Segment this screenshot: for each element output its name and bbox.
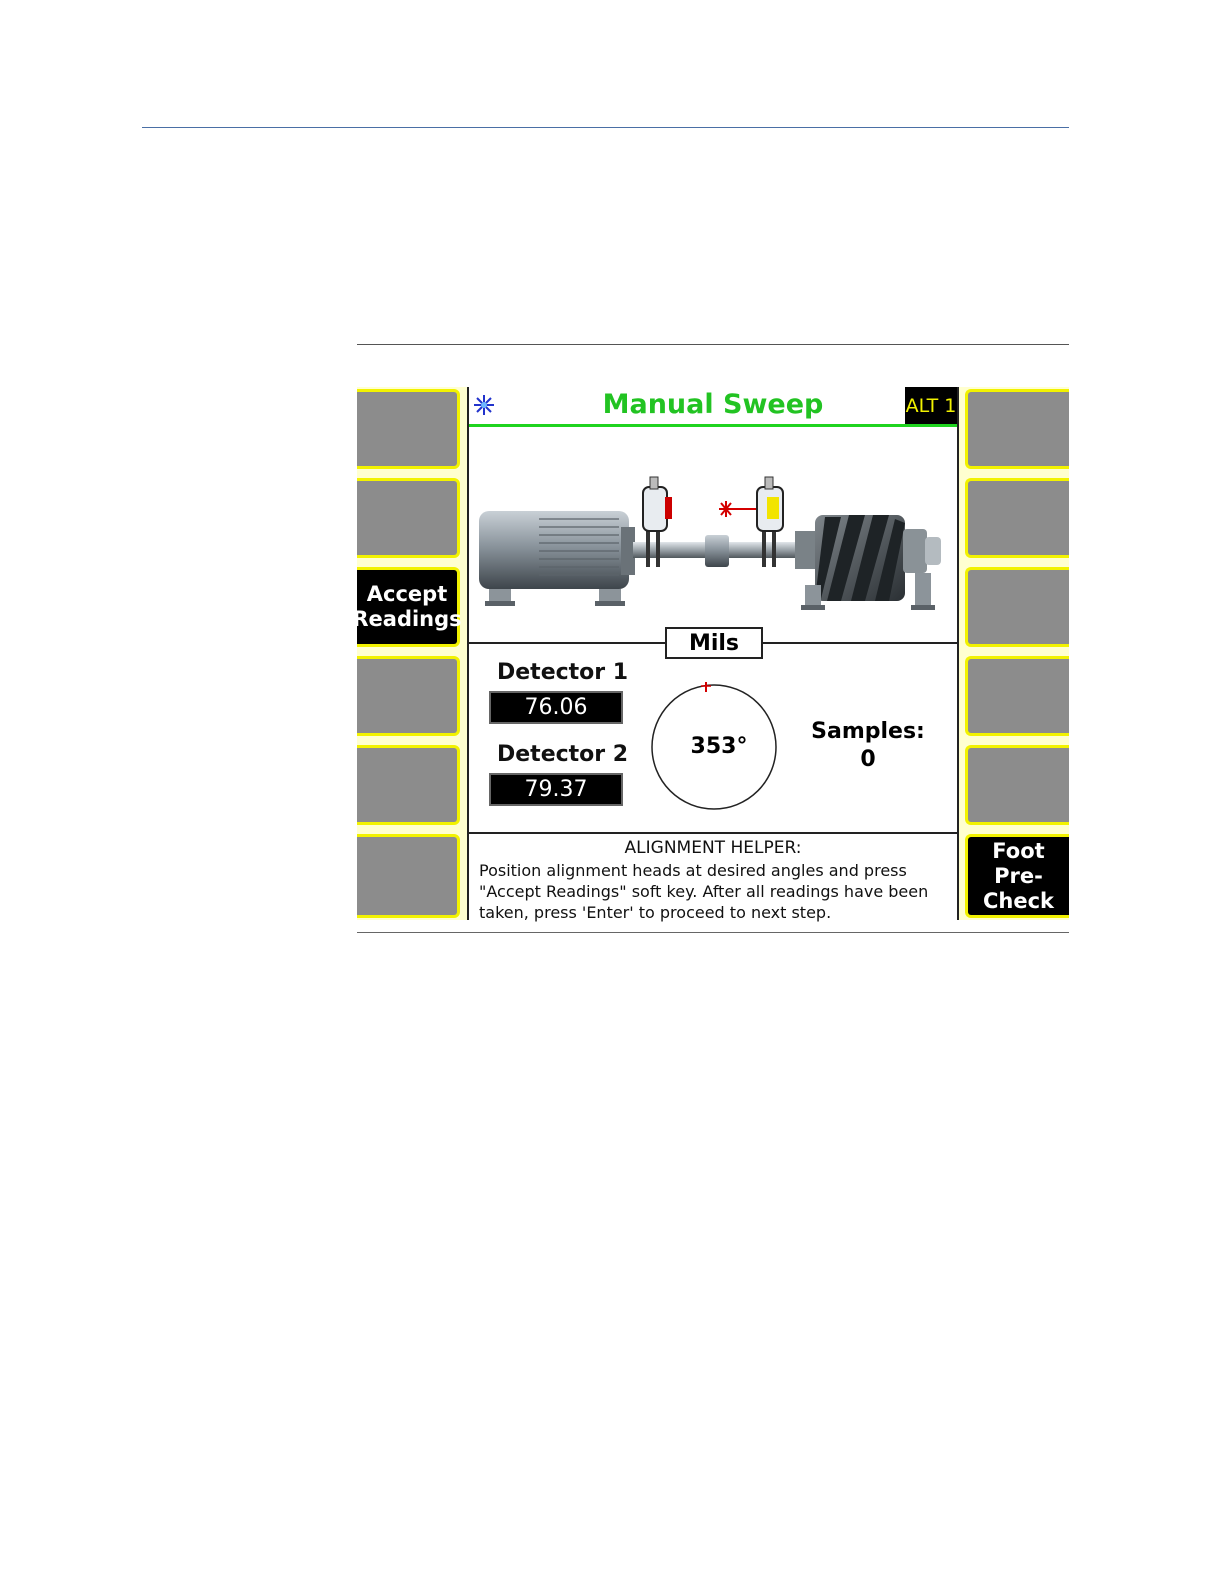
softkey-right-4[interactable] [965,656,1069,736]
samples-count: 0 [860,747,876,772]
pump-illustration [795,515,941,610]
detector-1-label: Detector 1 [497,660,629,685]
softkey-left-5[interactable] [357,745,460,825]
helper-divider [469,832,957,834]
accept-readings-softkey[interactable]: Accept Readings [357,567,460,647]
softkey-left-1[interactable] [357,389,460,469]
figure-top-rule [357,344,1069,345]
title-bar [469,387,957,427]
page-top-rule [142,127,1069,128]
mode-badge: ALT 1 [905,387,957,424]
machine-train-illustration [469,467,957,617]
samples-label: Samples: [811,719,925,744]
softkey-right-2[interactable] [965,478,1069,558]
alignment-helper-title: ALIGNMENT HELPER: [624,838,802,858]
softkey-left-6[interactable] [357,834,460,918]
units-label: Mils [665,627,763,659]
softkey-right-1[interactable] [965,389,1069,469]
figure-bottom-rule [357,932,1069,933]
softkey-right-3[interactable] [965,567,1069,647]
softkey-right-5[interactable] [965,745,1069,825]
detector-2-value: 79.37 [489,773,623,806]
screen-title: Manual Sweep [602,389,824,420]
alignment-helper-text: Position alignment heads at desired angles and press "Accept Readings" soft key. After all readings have been taken, press 'Enter' to proceed to next step. [479,861,929,922]
motor-illustration [479,511,635,606]
detector-1-value: 76.06 [489,691,623,724]
main-display [467,387,959,920]
laser-beam-icon [719,501,733,517]
softkey-left-2[interactable] [357,478,460,558]
alignment-device-screen [352,387,1069,922]
detector-2-label: Detector 2 [497,742,629,767]
foot-pre-check-softkey[interactable]: Foot Pre- Check [965,834,1069,918]
softkey-left-4[interactable] [357,656,460,736]
angle-readout: 353° [690,734,748,759]
